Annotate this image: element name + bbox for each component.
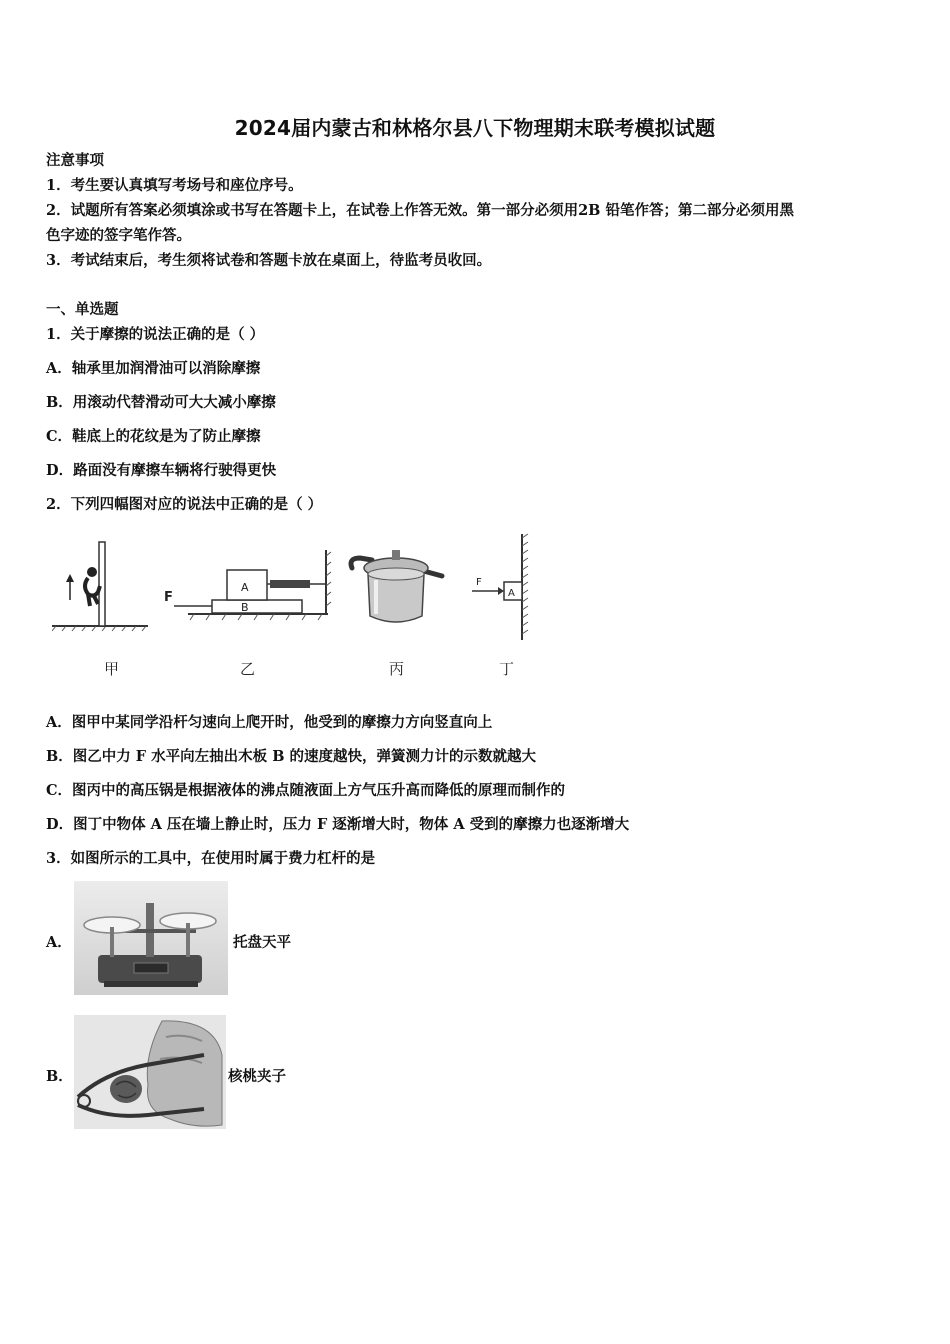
q3-option-b-label: 核桃夹子 xyxy=(228,1068,286,1085)
q1-option-c: C．鞋底上的花纹是为了防止摩擦 xyxy=(46,428,261,445)
caption-ding: 丁 xyxy=(499,660,515,678)
q3-option-a-letter: A． xyxy=(46,934,72,951)
q1-stem: 1．关于摩擦的说法正确的是（ ） xyxy=(46,326,265,343)
caption-bing: 丙 xyxy=(389,660,405,678)
notice-heading: 注意事项 xyxy=(46,152,104,169)
nutcracker-image xyxy=(74,1015,226,1129)
q2-option-c: C．图丙中的高压锅是根据液体的沸点随液面上方气压升高而降低的原理而制作的 xyxy=(46,782,566,799)
balance-scale-image xyxy=(74,881,228,995)
figure-yi xyxy=(160,546,332,626)
notice-item-2-cont: 色字迹的签字笔作答。 xyxy=(46,227,191,244)
notice-item-3: 3．考试结束后，考生须将试卷和答题卡放在桌面上，待监考员收回。 xyxy=(46,252,492,269)
q2-stem: 2．下列四幅图对应的说法中正确的是（ ） xyxy=(46,496,323,513)
notice-item-1: 1．考生要认真填写考场号和座位序号。 xyxy=(46,177,303,194)
notice-item-2: 2．试题所有答案必须填涂或书写在答题卡上，在试卷上作答无效。第一部分必须用2B 铅笔作答；第二部分必须用黑 xyxy=(46,202,794,219)
figure-jia xyxy=(52,540,150,632)
force-f-label: F xyxy=(476,577,482,588)
q2-option-b: B．图乙中力 F 水平向左抽出木板 B 的速度越快，弹簧测力计的示数就越大 xyxy=(46,748,536,765)
q2-option-d: D．图丁中物体 A 压在墙上静止时，压力 F 逐渐增大时，物体 A 受到的摩擦力也逐渐增大 xyxy=(46,816,630,833)
block-a-label: A xyxy=(241,581,249,594)
q3-stem: 3．如图所示的工具中，在使用时属于费力杠杆的是 xyxy=(46,850,376,867)
figure-bing-pressure-cooker xyxy=(346,540,446,632)
section-heading: 一、单选题 xyxy=(46,301,119,318)
block-a-label: A xyxy=(508,588,515,599)
q3-option-a-label: 托盘天平 xyxy=(233,934,291,951)
q1-option-b: B．用滚动代替滑动可大大减小摩擦 xyxy=(46,394,276,411)
force-f-label: F xyxy=(164,590,173,605)
q3-option-b-letter: B． xyxy=(46,1068,73,1085)
page-title: 2024届内蒙古和林格尔县八下物理期末联考模拟试题 xyxy=(234,116,716,140)
block-b-label: B xyxy=(241,601,249,614)
q2-option-a: A．图甲中某同学沿杆匀速向上爬开时，他受到的摩擦力方向竖直向上 xyxy=(46,714,493,731)
caption-yi: 乙 xyxy=(240,660,256,678)
q1-option-a: A．轴承里加润滑油可以消除摩擦 xyxy=(46,360,261,377)
caption-jia: 甲 xyxy=(104,660,120,678)
figure-ding xyxy=(470,532,536,642)
q1-option-d: D．路面没有摩擦车辆将行驶得更快 xyxy=(46,462,277,479)
